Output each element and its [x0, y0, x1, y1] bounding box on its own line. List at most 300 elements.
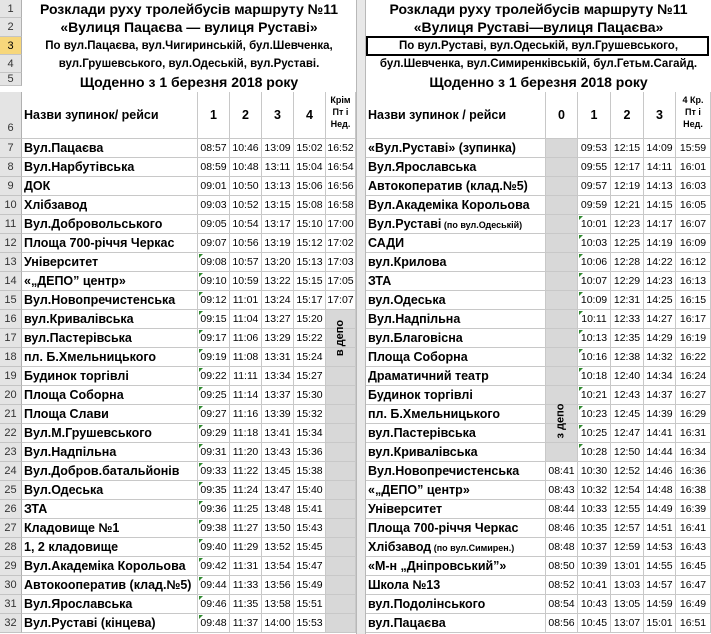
left-time-cell[interactable]: 08:59: [198, 158, 230, 177]
left-time-cell[interactable]: 11:22: [230, 462, 262, 481]
right-time-cell[interactable]: 14:25: [644, 291, 676, 310]
right-time-cell[interactable]: 12:38: [611, 348, 644, 367]
left-time-cell[interactable]: 16:56: [326, 177, 356, 196]
right-time-cell[interactable]: 16:38: [676, 481, 711, 500]
right-time-cell[interactable]: 13:01: [611, 557, 644, 576]
right-time-cell[interactable]: 16:17: [676, 310, 711, 329]
right-time-cell[interactable]: 10:07: [578, 272, 611, 291]
left-time-cell[interactable]: 11:37: [230, 614, 262, 633]
left-time-cell[interactable]: [326, 405, 356, 424]
left-time-cell[interactable]: 11:14: [230, 386, 262, 405]
row-header[interactable]: 16: [0, 310, 22, 329]
right-time-cell[interactable]: 16:45: [676, 557, 711, 576]
left-time-cell[interactable]: 11:18: [230, 424, 262, 443]
left-time-cell[interactable]: [326, 538, 356, 557]
left-time-cell[interactable]: 13:20: [262, 253, 294, 272]
left-time-cell[interactable]: 15:20: [294, 310, 326, 329]
right-time-cell[interactable]: 12:54: [611, 481, 644, 500]
right-time-cell[interactable]: 14:49: [644, 500, 676, 519]
left-time-cell[interactable]: 10:54: [230, 215, 262, 234]
left-time-cell[interactable]: 17:03: [326, 253, 356, 272]
left-time-cell[interactable]: 15:47: [294, 557, 326, 576]
left-time-cell[interactable]: 10:46: [230, 139, 262, 158]
right-time-cell[interactable]: 12:45: [611, 405, 644, 424]
right-time-cell[interactable]: [546, 158, 578, 177]
right-time-cell[interactable]: 10:03: [578, 234, 611, 253]
left-time-cell[interactable]: 17:02: [326, 234, 356, 253]
row-header[interactable]: 10: [0, 196, 22, 215]
right-time-cell[interactable]: 16:51: [676, 614, 711, 633]
right-time-cell[interactable]: 08:44: [546, 500, 578, 519]
right-time-cell[interactable]: 08:54: [546, 595, 578, 614]
right-time-cell[interactable]: [546, 386, 578, 405]
right-stop-note: (по вул.Симирен.): [431, 543, 515, 553]
row-header[interactable]: 4: [0, 55, 22, 73]
right-time-cell[interactable]: 10:45: [578, 614, 611, 633]
right-time-cell[interactable]: 10:33: [578, 500, 611, 519]
left-time-cell[interactable]: 15:04: [294, 158, 326, 177]
row-header[interactable]: 15: [0, 291, 22, 310]
right-time-cell[interactable]: 16:27: [676, 386, 711, 405]
left-time-cell[interactable]: 13:43: [262, 443, 294, 462]
right-time-cell[interactable]: 08:43: [546, 481, 578, 500]
row-header[interactable]: 21: [0, 405, 22, 424]
right-time-cell[interactable]: 12:15: [611, 139, 644, 158]
right-time-cell[interactable]: 08:46: [546, 519, 578, 538]
right-time-cell[interactable]: 10:06: [578, 253, 611, 272]
row-header[interactable]: 6: [0, 92, 22, 139]
right-time-cell[interactable]: 14:17: [644, 215, 676, 234]
right-time-cell[interactable]: 14:11: [644, 158, 676, 177]
left-time-cell[interactable]: 11:31: [230, 557, 262, 576]
right-time-cell[interactable]: 14:46: [644, 462, 676, 481]
left-time-cell[interactable]: 15:15: [294, 272, 326, 291]
right-time-cell[interactable]: [546, 177, 578, 196]
right-time-cell[interactable]: 16:43: [676, 538, 711, 557]
right-time-cell[interactable]: 10:09: [578, 291, 611, 310]
left-time-cell[interactable]: 13:56: [262, 576, 294, 595]
left-time-cell[interactable]: 13:39: [262, 405, 294, 424]
left-time-cell[interactable]: [326, 424, 356, 443]
left-time-cell[interactable]: 15:24: [294, 348, 326, 367]
left-time-cell[interactable]: 11:33: [230, 576, 262, 595]
left-time-cell[interactable]: 10:48: [230, 158, 262, 177]
right-time-cell[interactable]: 12:23: [611, 215, 644, 234]
right-time-cell[interactable]: 14:53: [644, 538, 676, 557]
right-time-cell[interactable]: 12:59: [611, 538, 644, 557]
comment-marker-icon: [199, 425, 203, 429]
left-time-cell[interactable]: 09:08: [198, 253, 230, 272]
right-time-cell[interactable]: [546, 253, 578, 272]
row-header[interactable]: 23: [0, 443, 22, 462]
left-time-cell[interactable]: 10:56: [230, 234, 262, 253]
row-header[interactable]: 27: [0, 519, 22, 538]
left-time-cell[interactable]: 13:34: [262, 367, 294, 386]
right-time-cell[interactable]: 14:48: [644, 481, 676, 500]
left-time-cell[interactable]: 15:27: [294, 367, 326, 386]
row-header[interactable]: 24: [0, 462, 22, 481]
right-time-cell[interactable]: 14:29: [644, 329, 676, 348]
right-time-cell[interactable]: 16:47: [676, 576, 711, 595]
row-header[interactable]: 20: [0, 386, 22, 405]
left-time-cell[interactable]: 15:13: [294, 253, 326, 272]
left-time-cell[interactable]: 13:17: [262, 215, 294, 234]
left-time-cell[interactable]: 11:29: [230, 538, 262, 557]
left-time-cell[interactable]: 13:54: [262, 557, 294, 576]
right-time-cell[interactable]: 16:01: [676, 158, 711, 177]
right-time-cell[interactable]: 16:15: [676, 291, 711, 310]
left-time-cell[interactable]: 15:45: [294, 538, 326, 557]
left-time-cell[interactable]: 11:35: [230, 595, 262, 614]
left-time-cell[interactable]: 13:50: [262, 519, 294, 538]
row-header[interactable]: 17: [0, 329, 22, 348]
left-time-cell[interactable]: 13:24: [262, 291, 294, 310]
left-time-cell[interactable]: 13:45: [262, 462, 294, 481]
left-time-cell[interactable]: 17:00: [326, 215, 356, 234]
right-time-cell[interactable]: 14:51: [644, 519, 676, 538]
row-header[interactable]: 14: [0, 272, 22, 291]
right-time-cell[interactable]: 13:05: [611, 595, 644, 614]
row-header[interactable]: 5: [0, 73, 22, 86]
right-time-cell[interactable]: 16:41: [676, 519, 711, 538]
right-time-cell[interactable]: 12:57: [611, 519, 644, 538]
left-time-cell[interactable]: 17:05: [326, 272, 356, 291]
left-stop-name: Вул.Одеська: [22, 481, 198, 500]
left-time-cell[interactable]: 13:31: [262, 348, 294, 367]
row-header[interactable]: 9: [0, 177, 22, 196]
right-time-cell[interactable]: 14:15: [644, 196, 676, 215]
right-time-cell[interactable]: 12:25: [611, 234, 644, 253]
right-time-cell[interactable]: 12:35: [611, 329, 644, 348]
right-time-cell[interactable]: 12:31: [611, 291, 644, 310]
left-time-cell[interactable]: [326, 367, 356, 386]
left-time-cell[interactable]: 13:41: [262, 424, 294, 443]
row-header[interactable]: 13: [0, 253, 22, 272]
right-time-cell[interactable]: 13:07: [611, 614, 644, 633]
right-time-cell[interactable]: 16:36: [676, 462, 711, 481]
left-time-cell[interactable]: 13:47: [262, 481, 294, 500]
left-time-cell[interactable]: 09:19: [198, 348, 230, 367]
left-time-cell[interactable]: 13:29: [262, 329, 294, 348]
comment-marker-icon: [199, 254, 203, 258]
right-time-cell[interactable]: 10:11: [578, 310, 611, 329]
left-time-cell[interactable]: 11:16: [230, 405, 262, 424]
left-time-cell[interactable]: 09:10: [198, 272, 230, 291]
right-time-cell[interactable]: 16:24: [676, 367, 711, 386]
right-time-cell[interactable]: [546, 272, 578, 291]
right-time-cell[interactable]: 13:03: [611, 576, 644, 595]
right-time-cell[interactable]: 09:53: [578, 139, 611, 158]
left-time-cell[interactable]: 15:53: [294, 614, 326, 633]
right-time-cell[interactable]: 16:22: [676, 348, 711, 367]
left-time-cell[interactable]: 09:17: [198, 329, 230, 348]
left-time-cell[interactable]: [326, 557, 356, 576]
left-time-cell[interactable]: 15:10: [294, 215, 326, 234]
left-time-cell[interactable]: [326, 462, 356, 481]
row-header[interactable]: 3: [0, 37, 22, 55]
right-time-cell[interactable]: 16:19: [676, 329, 711, 348]
right-time-cell[interactable]: 09:55: [578, 158, 611, 177]
right-time-cell[interactable]: 08:48: [546, 538, 578, 557]
right-time-cell[interactable]: 14:27: [644, 310, 676, 329]
left-time-cell[interactable]: 15:08: [294, 196, 326, 215]
left-time-cell[interactable]: 09:42: [198, 557, 230, 576]
right-time-cell[interactable]: [546, 196, 578, 215]
left-time-cell[interactable]: 15:49: [294, 576, 326, 595]
left-time-cell[interactable]: 13:19: [262, 234, 294, 253]
right-time-cell[interactable]: 14:19: [644, 234, 676, 253]
right-time-cell[interactable]: 14:59: [644, 595, 676, 614]
right-time-cell[interactable]: 16:07: [676, 215, 711, 234]
right-via-1[interactable]: По вул.Руставі, вул.Одеській, вул.Грушевського,: [398, 40, 679, 52]
right-time-cell[interactable]: 08:56: [546, 614, 578, 633]
left-time-cell[interactable]: 09:40: [198, 538, 230, 557]
left-time-cell[interactable]: 11:06: [230, 329, 262, 348]
left-time-cell[interactable]: 15:30: [294, 386, 326, 405]
left-time-cell[interactable]: 15:51: [294, 595, 326, 614]
right-time-cell[interactable]: 10:32: [578, 481, 611, 500]
left-time-cell[interactable]: 15:22: [294, 329, 326, 348]
left-time-cell[interactable]: 15:36: [294, 443, 326, 462]
right-time-cell[interactable]: [546, 215, 578, 234]
right-time-cell[interactable]: 14:13: [644, 177, 676, 196]
right-time-cell[interactable]: 14:37: [644, 386, 676, 405]
left-time-cell[interactable]: 16:54: [326, 158, 356, 177]
right-time-cell[interactable]: 14:23: [644, 272, 676, 291]
row-header[interactable]: 22: [0, 424, 22, 443]
right-time-cell[interactable]: 16:09: [676, 234, 711, 253]
right-time-cell[interactable]: 10:28: [578, 443, 611, 462]
right-time-cell[interactable]: 08:50: [546, 557, 578, 576]
left-time-cell[interactable]: 09:35: [198, 481, 230, 500]
left-time-cell[interactable]: 09:27: [198, 405, 230, 424]
right-time-cell[interactable]: 10:43: [578, 595, 611, 614]
row-header[interactable]: 26: [0, 500, 22, 519]
left-time-cell[interactable]: 09:07: [198, 234, 230, 253]
left-stop-name: 1, 2 кладовище: [22, 538, 198, 557]
right-time-cell[interactable]: 16:13: [676, 272, 711, 291]
right-time-cell[interactable]: 12:21: [611, 196, 644, 215]
left-time-cell[interactable]: 09:22: [198, 367, 230, 386]
right-time-cell[interactable]: 10:37: [578, 538, 611, 557]
row-header[interactable]: 28: [0, 538, 22, 557]
row-header[interactable]: 25: [0, 481, 22, 500]
row-header[interactable]: 32: [0, 614, 22, 633]
left-time-cell[interactable]: 09:25: [198, 386, 230, 405]
left-time-cell[interactable]: 09:33: [198, 462, 230, 481]
right-time-cell[interactable]: 10:39: [578, 557, 611, 576]
left-time-cell[interactable]: 13:27: [262, 310, 294, 329]
row-header[interactable]: 11: [0, 215, 22, 234]
left-time-cell[interactable]: 13:09: [262, 139, 294, 158]
right-time-cell[interactable]: 08:52: [546, 576, 578, 595]
right-time-cell[interactable]: [546, 310, 578, 329]
left-time-cell[interactable]: 15:34: [294, 424, 326, 443]
left-time-cell[interactable]: 15:17: [294, 291, 326, 310]
left-stop-name: Кладовище №1: [22, 519, 198, 538]
row-header[interactable]: 31: [0, 595, 22, 614]
left-time-cell[interactable]: 10:50: [230, 177, 262, 196]
right-time-cell[interactable]: 10:30: [578, 462, 611, 481]
left-time-cell[interactable]: 14:00: [262, 614, 294, 633]
right-time-cell[interactable]: [546, 291, 578, 310]
left-time-cell[interactable]: 11:08: [230, 348, 262, 367]
right-time-cell[interactable]: 12:52: [611, 462, 644, 481]
left-time-cell[interactable]: 15:40: [294, 481, 326, 500]
row-header[interactable]: 8: [0, 158, 22, 177]
right-time-cell[interactable]: [546, 329, 578, 348]
right-time-cell[interactable]: 12:17: [611, 158, 644, 177]
right-time-cell[interactable]: 10:21: [578, 386, 611, 405]
comment-marker-icon: [579, 349, 583, 353]
left-time-cell[interactable]: 09:03: [198, 196, 230, 215]
right-time-cell[interactable]: 08:41: [546, 462, 578, 481]
left-time-cell[interactable]: 15:41: [294, 500, 326, 519]
right-time-cell[interactable]: 16:03: [676, 177, 711, 196]
right-time-cell[interactable]: 14:55: [644, 557, 676, 576]
right-time-cell[interactable]: 16:05: [676, 196, 711, 215]
right-time-cell[interactable]: [546, 348, 578, 367]
right-time-cell[interactable]: 12:50: [611, 443, 644, 462]
right-time-cell[interactable]: 10:23: [578, 405, 611, 424]
left-time-cell[interactable]: 13:11: [262, 158, 294, 177]
left-time-cell[interactable]: 09:38: [198, 519, 230, 538]
right-time-cell[interactable]: 12:29: [611, 272, 644, 291]
right-time-cell[interactable]: 10:16: [578, 348, 611, 367]
left-time-cell[interactable]: 15:38: [294, 462, 326, 481]
left-time-cell[interactable]: [326, 576, 356, 595]
left-time-cell[interactable]: 15:32: [294, 405, 326, 424]
right-time-cell[interactable]: 16:49: [676, 595, 711, 614]
right-time-cell[interactable]: 15:59: [676, 139, 711, 158]
left-time-cell[interactable]: 11:25: [230, 500, 262, 519]
left-time-cell[interactable]: 11:11: [230, 367, 262, 386]
left-time-cell[interactable]: 10:59: [230, 272, 262, 291]
right-time-cell[interactable]: 14:41: [644, 424, 676, 443]
left-time-cell[interactable]: [326, 443, 356, 462]
left-time-cell[interactable]: 13:22: [262, 272, 294, 291]
left-time-cell[interactable]: 11:20: [230, 443, 262, 462]
left-time-cell[interactable]: 13:58: [262, 595, 294, 614]
left-time-cell[interactable]: 10:52: [230, 196, 262, 215]
right-time-cell[interactable]: 10:18: [578, 367, 611, 386]
row-header[interactable]: 7: [0, 139, 22, 158]
row-header[interactable]: 2: [0, 18, 22, 37]
row-header[interactable]: 18: [0, 348, 22, 367]
left-time-cell[interactable]: 09:12: [198, 291, 230, 310]
left-time-cell[interactable]: 10:57: [230, 253, 262, 272]
left-time-cell[interactable]: 09:46: [198, 595, 230, 614]
left-time-cell[interactable]: 15:02: [294, 139, 326, 158]
left-time-cell[interactable]: 11:04: [230, 310, 262, 329]
left-time-cell[interactable]: [326, 519, 356, 538]
right-time-cell[interactable]: [546, 139, 578, 158]
right-time-cell[interactable]: 12:19: [611, 177, 644, 196]
right-time-cell[interactable]: [546, 234, 578, 253]
left-time-cell[interactable]: 13:52: [262, 538, 294, 557]
left-time-cell[interactable]: 16:58: [326, 196, 356, 215]
row-header[interactable]: 1: [0, 0, 22, 18]
right-time-cell[interactable]: 14:32: [644, 348, 676, 367]
left-time-cell[interactable]: 13:13: [262, 177, 294, 196]
left-time-cell[interactable]: 09:31: [198, 443, 230, 462]
right-time-cell[interactable]: [546, 443, 578, 462]
right-time-cell[interactable]: 10:35: [578, 519, 611, 538]
left-time-cell[interactable]: 09:15: [198, 310, 230, 329]
left-time-cell[interactable]: 09:44: [198, 576, 230, 595]
row-header[interactable]: 29: [0, 557, 22, 576]
right-time-cell[interactable]: 10:01: [578, 215, 611, 234]
right-time-cell[interactable]: 09:57: [578, 177, 611, 196]
left-time-cell[interactable]: [326, 614, 356, 633]
right-time-cell[interactable]: 16:12: [676, 253, 711, 272]
right-time-cell[interactable]: 16:31: [676, 424, 711, 443]
right-time-cell[interactable]: 16:39: [676, 500, 711, 519]
right-stop-label: «„ДЕПО” центр»: [368, 483, 470, 497]
right-time-cell[interactable]: 14:22: [644, 253, 676, 272]
right-time-cell[interactable]: [546, 367, 578, 386]
left-time-cell[interactable]: [326, 386, 356, 405]
left-time-cell[interactable]: 15:12: [294, 234, 326, 253]
left-time-cell[interactable]: 13:48: [262, 500, 294, 519]
left-time-cell[interactable]: 11:24: [230, 481, 262, 500]
left-time-cell[interactable]: 15:06: [294, 177, 326, 196]
left-time-cell[interactable]: [326, 481, 356, 500]
right-stop-label: вул.Крилова: [368, 255, 447, 269]
left-time-cell[interactable]: 17:07: [326, 291, 356, 310]
left-time-cell[interactable]: 15:43: [294, 519, 326, 538]
left-depot-label: в депо: [334, 319, 347, 357]
right-stop-name: [366, 443, 546, 462]
left-time-cell[interactable]: 09:05: [198, 215, 230, 234]
left-time-cell[interactable]: [326, 500, 356, 519]
left-time-cell[interactable]: 09:29: [198, 424, 230, 443]
left-time-cell[interactable]: [326, 595, 356, 614]
right-time-cell[interactable]: 16:34: [676, 443, 711, 462]
right-time-cell[interactable]: 12:47: [611, 424, 644, 443]
right-time-cell[interactable]: 14:39: [644, 405, 676, 424]
right-time-cell[interactable]: 12:40: [611, 367, 644, 386]
right-time-cell[interactable]: 12:55: [611, 500, 644, 519]
right-time-cell[interactable]: 14:34: [644, 367, 676, 386]
right-time-cell[interactable]: 12:43: [611, 386, 644, 405]
left-time-cell[interactable]: 13:37: [262, 386, 294, 405]
right-time-cell[interactable]: 14:09: [644, 139, 676, 158]
row-header[interactable]: 19: [0, 367, 22, 386]
right-time-cell[interactable]: 16:29: [676, 405, 711, 424]
left-time-cell[interactable]: 11:27: [230, 519, 262, 538]
left-time-cell[interactable]: 09:48: [198, 614, 230, 633]
right-time-cell[interactable]: 09:59: [578, 196, 611, 215]
left-time-cell[interactable]: 09:01: [198, 177, 230, 196]
left-time-cell[interactable]: 16:52: [326, 139, 356, 158]
right-time-cell[interactable]: 15:01: [644, 614, 676, 633]
left-time-cell[interactable]: 08:57: [198, 139, 230, 158]
right-time-cell[interactable]: 12:28: [611, 253, 644, 272]
right-time-cell[interactable]: 10:41: [578, 576, 611, 595]
left-time-cell[interactable]: 13:15: [262, 196, 294, 215]
right-time-cell[interactable]: 14:57: [644, 576, 676, 595]
left-time-cell[interactable]: 11:01: [230, 291, 262, 310]
right-time-cell[interactable]: 10:25: [578, 424, 611, 443]
row-header[interactable]: 30: [0, 576, 22, 595]
right-time-cell[interactable]: 12:33: [611, 310, 644, 329]
right-time-cell[interactable]: 10:13: [578, 329, 611, 348]
right-time-cell[interactable]: 14:44: [644, 443, 676, 462]
row-header[interactable]: 12: [0, 234, 22, 253]
left-time-cell[interactable]: 09:36: [198, 500, 230, 519]
right-stop-label: Автокоператив (клад.№5): [368, 179, 528, 193]
